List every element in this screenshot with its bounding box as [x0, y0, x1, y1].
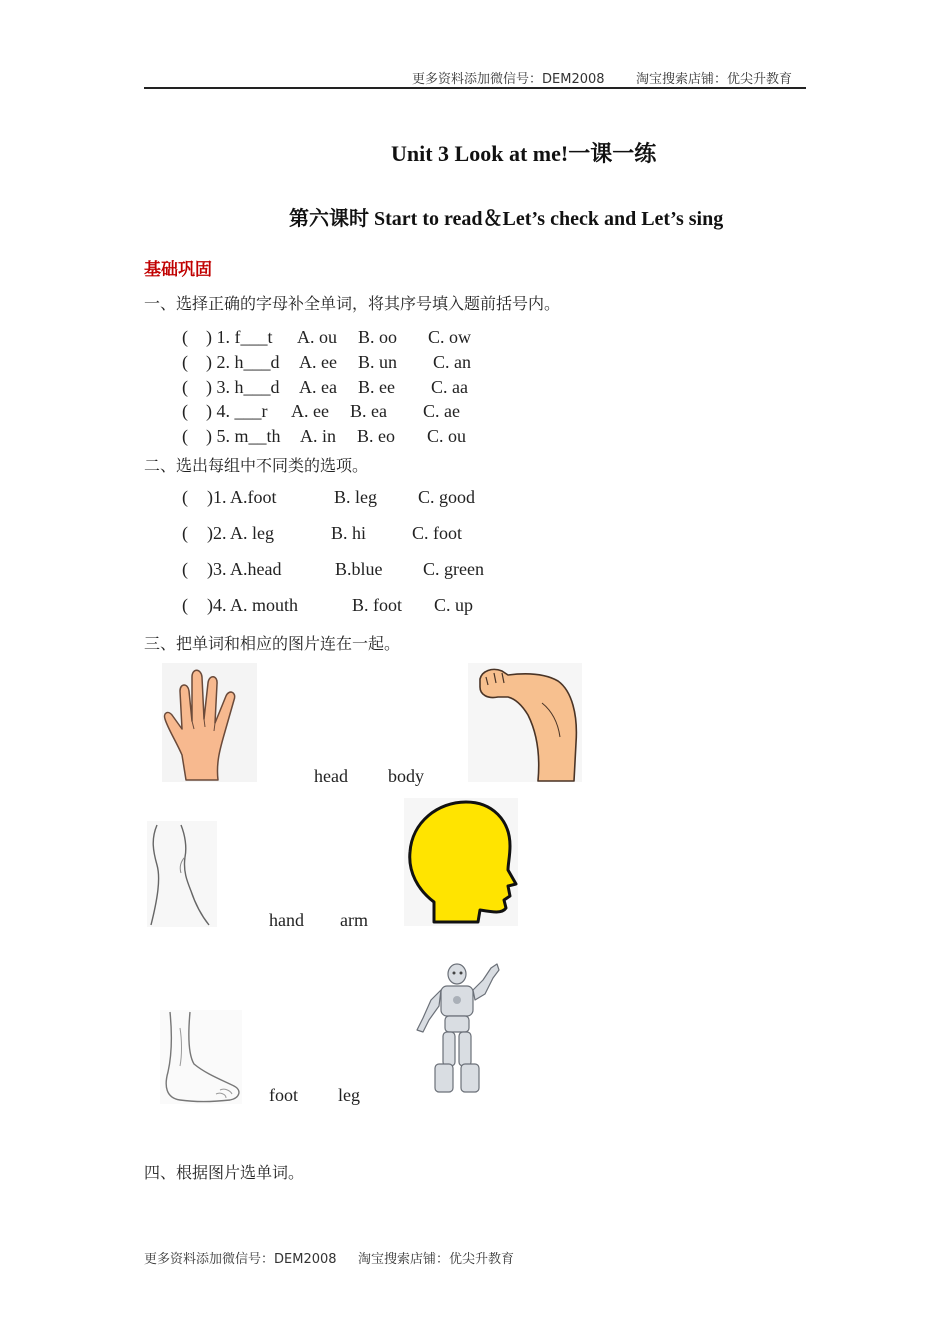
part1-option-b: B. eo: [357, 426, 395, 446]
part1-instruction: 一、选择正确的字母补全单词，将其序号填入题前括号内。: [144, 294, 561, 313]
part2-option-b: B.blue: [335, 559, 383, 579]
robot-body-picture: [411, 960, 503, 1096]
part1-option-c: C. ow: [428, 327, 472, 347]
part1-stem: ) 1. f___t: [206, 327, 273, 347]
part1-option-a: A. ee: [291, 401, 329, 421]
hand-picture: [162, 663, 257, 782]
part2-bracket: (: [182, 487, 188, 507]
foot-picture: [160, 1010, 242, 1104]
head-picture: [404, 798, 518, 926]
part1-bracket: (: [182, 426, 188, 446]
part2-option-b: B. hi: [331, 523, 367, 543]
part1-option-c: C. an: [433, 352, 471, 372]
part2-option-b: B. foot: [352, 595, 403, 615]
part2-stem: )4. A. mouth: [207, 595, 299, 615]
arm-picture: [468, 663, 582, 782]
part2-bracket: (: [182, 559, 188, 579]
part1-option-c: C. ou: [427, 426, 467, 446]
part1-bracket: (: [182, 352, 188, 372]
part1-bracket: (: [182, 377, 188, 397]
word-foot: foot: [269, 1085, 298, 1105]
part1-stem: ) 2. h___d: [206, 352, 280, 372]
header-taobao: 淘宝搜索店铺：优尖升教育: [636, 72, 793, 87]
part2-stem: )2. A. leg: [207, 523, 274, 543]
page-title: Unit 3 Look at me!一课一练: [391, 141, 657, 166]
part1-stem: ) 3. h___d: [206, 377, 280, 397]
word-body: body: [388, 766, 424, 786]
part2-stem: )3. A.head: [207, 559, 282, 579]
leg-picture: [147, 821, 217, 927]
part1-bracket: (: [182, 401, 188, 421]
part1-option-b: B. un: [358, 352, 398, 372]
part1-option-c: C. ae: [423, 401, 460, 421]
page-subtitle: 第六课时 Start to read＆Let’s check and Let’s sing: [289, 208, 724, 230]
part2-stem: )1. A.foot: [207, 487, 277, 507]
part1-option-a: A. ee: [299, 352, 337, 372]
part2-option-c: C. green: [423, 559, 484, 579]
section-label: 基础巩固: [144, 260, 212, 280]
footer-taobao: 淘宝搜索店铺：优尖升教育: [358, 1252, 515, 1267]
word-arm: arm: [340, 910, 368, 930]
part1-option-b: B. ee: [358, 377, 395, 397]
part4-instruction: 四、根据图片选单词。: [144, 1163, 305, 1182]
part2-option-c: C. good: [418, 487, 476, 507]
word-leg: leg: [338, 1085, 360, 1105]
header-wechat: 更多资料添加微信号：DEM2008: [412, 72, 605, 87]
part1-option-a: A. ea: [299, 377, 337, 397]
part2-bracket: (: [182, 595, 188, 615]
part2-option-c: C. up: [434, 595, 474, 615]
part2-instruction: 二、选出每组中不同类的选项。: [144, 456, 369, 475]
part1-bracket: (: [182, 327, 188, 347]
part1-stem: ) 4. ___r: [206, 401, 268, 421]
word-hand: hand: [269, 910, 304, 930]
part2-bracket: (: [182, 523, 188, 543]
part3-instruction: 三、把单词和相应的图片连在一起。: [144, 634, 401, 653]
part1-option-c: C. aa: [431, 377, 468, 397]
header-divider: [144, 87, 806, 89]
part1-option-b: B. oo: [358, 327, 398, 347]
part1-option-b: B. ea: [350, 401, 387, 421]
part1-option-a: A. ou: [297, 327, 337, 347]
part2-option-b: B. leg: [334, 487, 377, 507]
footer-wechat: 更多资料添加微信号：DEM2008: [144, 1252, 337, 1267]
part1-stem: ) 5. m__th: [206, 426, 281, 446]
part1-option-a: A. in: [300, 426, 336, 446]
word-head: head: [314, 766, 348, 786]
part2-option-c: C. foot: [412, 523, 463, 543]
